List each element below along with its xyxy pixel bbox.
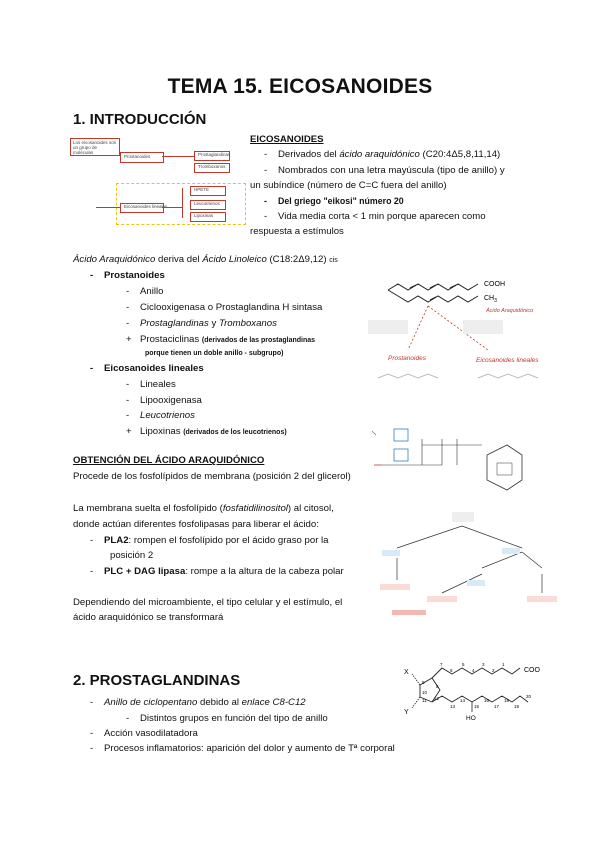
pg-bullet-1: - Anillo de ciclopentano debido al enlace C8-C12 xyxy=(90,697,306,708)
pg-sub-bullet: - Distintos grupos en función del tipo de anillo xyxy=(126,713,328,724)
pg-num-3: 3 xyxy=(482,662,485,667)
intro-bullet-3: - Del griego "eikosi" número 20 xyxy=(264,196,404,206)
pg-num-13: 13 xyxy=(450,704,456,709)
pg-x-label: X xyxy=(404,669,409,676)
cooh-label: COOH xyxy=(484,281,505,288)
diagram-pg-label: Prostaglandinas xyxy=(198,152,231,157)
pg-num-1: 1 xyxy=(502,662,505,667)
pg-num-5: 5 xyxy=(462,662,465,667)
pg-num-10: 10 xyxy=(422,690,428,695)
ch3-label: $CH_3$ xyxy=(484,295,497,304)
diagram-root-label: Los eicosanoides son un grupo de moléculas xyxy=(73,140,117,155)
pg-num-7: 7 xyxy=(440,662,443,667)
eicosanoides-subtitle: EICOSANOIDES xyxy=(250,134,324,145)
diagram-lt-label: Leucotrienos xyxy=(194,201,220,206)
phospholipid-figure xyxy=(372,425,572,505)
arachidonic-intro: Ácido Araquidónico deriva del Ácido Linoleico (C18:2Δ9,12) cis xyxy=(73,254,338,265)
diagram-tx-label: Tromboxanos xyxy=(198,164,226,169)
lineales-item: - Eicosanoides lineales xyxy=(90,363,204,374)
pla2-item-cont: posición 2 xyxy=(110,550,154,561)
obtencion-line2: La membrana suelta el fosfolípido (fosfatidilinositol) al citosol, xyxy=(73,503,334,514)
pg-num-14: 14 xyxy=(460,698,466,703)
pg-num-19: 19 xyxy=(514,704,520,709)
pg-num-4: 4 xyxy=(472,668,475,673)
pg-bullet-2: - Acción vasodilatadora xyxy=(90,728,198,739)
obtencion-line3: donde actúan diferentes fosfolipasas para liberar el ácido: xyxy=(73,519,319,530)
pg-num-6: 6 xyxy=(450,668,453,673)
pg-num-16: 16 xyxy=(484,698,490,703)
intro-bullet-4: - Vida media corta < 1 min porque aparecen como xyxy=(264,211,486,222)
diagram-lin-label: Eicosanoides lineales xyxy=(124,204,168,209)
pg-num-9: 9 xyxy=(422,680,425,685)
pg-num-15: 15 xyxy=(474,704,480,709)
arachidonic-label: Ácido Araquidónico xyxy=(486,308,534,314)
pg-num-2: 2 xyxy=(492,668,495,673)
obtencion-heading: OBTENCIÓN DEL ÁCIDO ARAQUIDÓNICO xyxy=(73,455,265,466)
obtencion-line5: ácido araquidónico se transformará xyxy=(73,612,224,623)
intro-bullet-2: - Nombrados con una letra mayúscula (tipo de anillo) y xyxy=(264,165,505,176)
arachidonic-acid-figure xyxy=(368,270,568,400)
pg-num-18: 18 xyxy=(504,698,510,703)
p-item-anillo: - Anillo xyxy=(126,286,164,297)
intro-bullet-1: - Derivados del ácido araquidónico (C20:4Δ5,8,11,14) xyxy=(264,149,501,160)
pg-num-12: 12 xyxy=(434,696,440,701)
obtencion-line4: Dependiendo del microambiente, el tipo celular y el estímulo, el xyxy=(73,597,343,608)
pg-num-11: 11 xyxy=(422,698,427,703)
pg-num-17: 17 xyxy=(494,704,500,709)
prostanoides-fig-label: Prostanoides xyxy=(388,355,426,362)
diagram-hpete-label: HPETE xyxy=(194,187,210,192)
diagram-lx-label: Lipoxinas xyxy=(194,213,214,218)
pg-ho-label: HO xyxy=(466,715,476,722)
obtencion-line1: Procede de los fosfolípidos de membrana (posición 2 del glicerol) xyxy=(73,471,351,482)
page-title: TEMA 15. EICOSANOIDES xyxy=(167,75,433,98)
section-heading-intro: 1. INTRODUCCIÓN xyxy=(73,111,207,128)
l-item-lt: - Leucotrienos xyxy=(126,410,195,421)
prostaglandin-structure-figure xyxy=(400,650,560,730)
p-item-pg-tx: - Prostaglandinas y Tromboxanos xyxy=(126,318,277,329)
pg-y-label: Y xyxy=(404,709,409,716)
intro-bullet-4-cont: respuesta a estímulos xyxy=(250,226,344,237)
pg-num-20: 20 xyxy=(526,694,532,699)
diagram-prost-label: Prostanoides xyxy=(124,154,151,159)
l-item-lineales: - Lineales xyxy=(126,379,176,390)
prostanoides-item: - Prostanoides xyxy=(90,270,165,281)
pg-coo-label: COO xyxy=(524,667,540,674)
pla2-item: - PLA2: rompen el fosfolípido por el ácido graso por la xyxy=(90,535,329,546)
p-item-cox: - Ciclooxigenasa o Prostaglandina H sintasa xyxy=(126,302,323,313)
pg-num-8: 8 xyxy=(436,684,439,689)
intro-bullet-2-cont: un subíndice (número de C=C fuera del anillo) xyxy=(250,180,447,191)
p-item-prostaciclinas-note: porque tienen un doble anillo - subgrupo) xyxy=(145,350,284,357)
phospholipase-tree-figure xyxy=(372,508,572,623)
pg-bullet-3: - Procesos inflamatorios: aparición del dolor y aumento de Tª corporal xyxy=(90,743,395,754)
plc-item: - PLC + DAG lipasa: rompe a la altura de la cabeza polar xyxy=(90,566,344,577)
p-item-prostaciclinas: + Prostaciclinas (derivados de las prostaglandinas xyxy=(126,334,316,345)
lineales-fig-label: Eicosanoides lineales xyxy=(476,357,539,364)
section-heading-prostaglandinas: 2. PROSTAGLANDINAS xyxy=(73,672,241,689)
eicosanoid-concept-diagram xyxy=(70,136,245,226)
l-item-lox: - Lipooxigenasa xyxy=(126,395,202,406)
l-item-lx: + Lipoxinas (derivados de los leucotrienos) xyxy=(126,426,287,437)
